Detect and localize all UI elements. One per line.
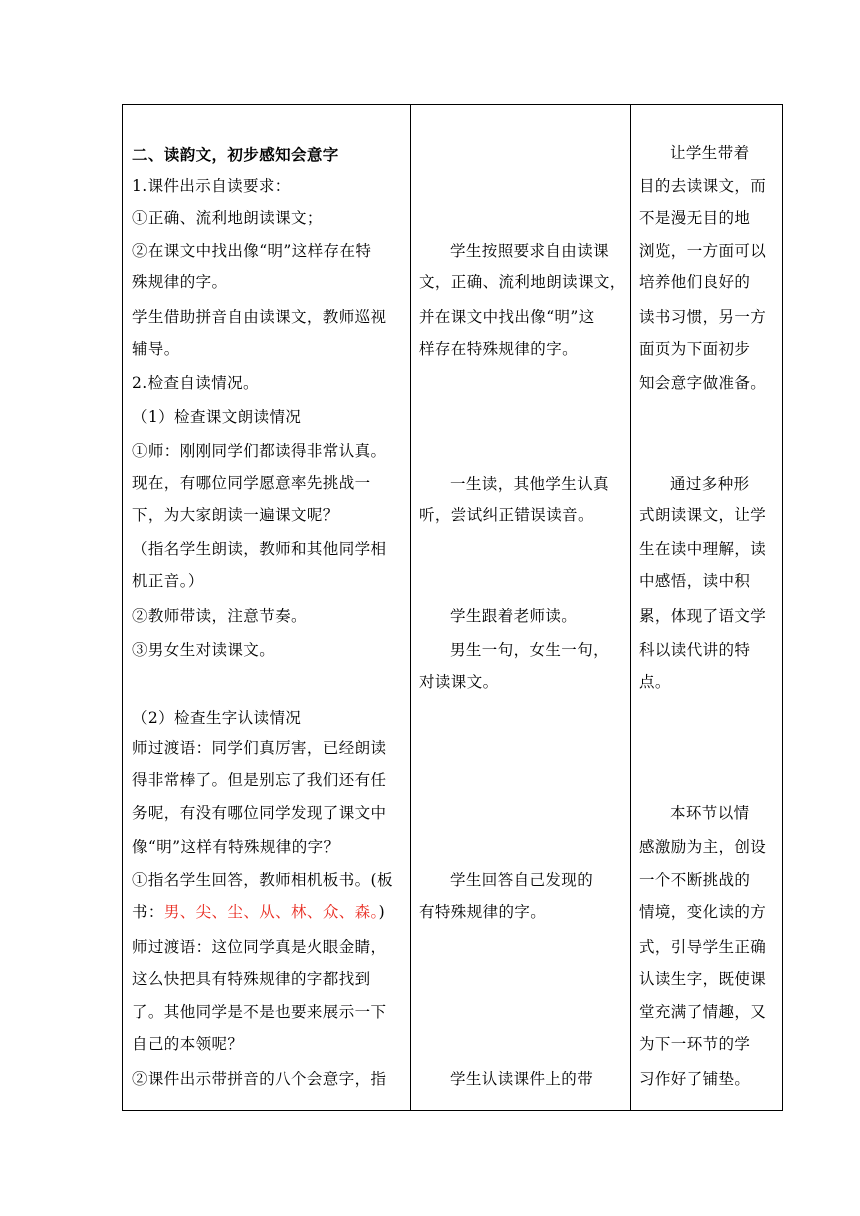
text-line: 中感悟，读中积 (639, 572, 751, 590)
text-line: 学生跟着老师读。 (450, 607, 578, 625)
text-line: 目的去读课文，而 (639, 177, 767, 195)
text-line: 情境，变化读的方 (639, 903, 767, 921)
text-line: 这么快把具有特殊规律的字都找到 (132, 970, 371, 988)
text-line: 殊规律的字。 (132, 273, 228, 291)
text-line: 一生读，其他学生认真 (450, 475, 610, 493)
text-line: 生在读中理解，读 (639, 540, 767, 558)
text-line: 浏览，一方面可以 (639, 242, 767, 260)
text-line: 男生一句，女生一句， (450, 641, 610, 659)
text-line: 通过多种形 (670, 475, 750, 493)
text-line: 听，尝试纠正错误读音。 (419, 506, 594, 524)
text-line: （指名学生朗读，教师和其他同学相 (132, 540, 387, 558)
text-line: 师过渡语：这位同学真是火眼金睛， (132, 938, 387, 956)
text-line: 累，体现了语文学 (639, 607, 767, 625)
column-divider (410, 105, 411, 1110)
text-line: 并在课文中找出像“明”这 (419, 308, 595, 326)
text-line: 让学生带着 (670, 144, 750, 162)
text-line: 得非常棒了。但是别忘了我们还有任 (132, 771, 387, 789)
text-line: 习作好了铺垫。 (639, 1070, 751, 1088)
text-line: 机正音。） (132, 572, 204, 590)
text-line: 辅导。 (132, 340, 180, 358)
text-line: 学生借助拼音自由读课文，教师巡视 (132, 308, 387, 326)
text-line: 不是漫无目的地 (639, 209, 751, 227)
text-line: 师过渡语：同学们真厉害，已经朗读 (132, 739, 387, 757)
text-line: 读书习惯，另一方 (639, 308, 767, 326)
lesson-plan-table (122, 104, 783, 1111)
design-intent-column (639, 105, 779, 1110)
text-line: ③男女生对读课文。 (132, 641, 276, 659)
text-line: 学生回答自己发现的 (450, 871, 594, 889)
highlighted-characters: 男、尖、尘、从、林、众、森。 (163, 903, 379, 921)
text-line: 学生认读课件上的带 (450, 1070, 594, 1088)
text-line: 点。 (639, 673, 671, 691)
text-line: ①正确、流利地朗读课文； (132, 209, 323, 227)
text-line: 像“明”这样有特殊规律的字？ (132, 838, 340, 856)
text-line: 样存在特殊规律的字。 (419, 340, 579, 358)
text-line: ②课件出示带拼音的八个会意字，指 (132, 1070, 387, 1088)
text-line: 本环节以情 (670, 804, 750, 822)
text-line: 二、读韵文，初步感知会意字 (132, 145, 339, 164)
text-line: 式朗读课文，让学 (639, 506, 767, 524)
text-line: 现在，有哪位同学愿意率先挑战一 (132, 474, 371, 492)
text-line: 有特殊规律的字。 (419, 903, 547, 921)
teaching-process-column (132, 105, 408, 1110)
text-line: 认读生字，既使课 (639, 970, 767, 988)
text-line: ①师：刚刚同学们都读得非常认真。 (132, 442, 387, 460)
text-line: ②教师带读，注意节奏。 (132, 607, 307, 625)
text-line: 一个不断挑战的 (639, 871, 751, 889)
text-line: 文，正确、流利地朗读课文， (419, 273, 626, 291)
text-line: 式，引导学生正确 (639, 938, 767, 956)
student-activity-column (419, 105, 629, 1110)
text-line: 堂充满了情趣，又 (639, 1003, 767, 1021)
text-line: 对读课文。 (419, 673, 499, 691)
text-line: ①指名学生回答，教师相机板书。(板 (132, 871, 393, 889)
text-line: （1）检查课文朗读情况 (132, 408, 302, 426)
text-line: 科以读代讲的特 (639, 641, 751, 659)
text-line: 知会意字做准备。 (639, 374, 767, 392)
text-line: 感激励为主，创设 (639, 838, 767, 856)
closing-paren: ) (378, 903, 386, 921)
text-line: 下，为大家朗读一遍课文呢？ (132, 506, 339, 524)
text-line: ②在课文中找出像“明”这样存在特 (132, 242, 372, 260)
column-divider (630, 105, 631, 1110)
text-line: 面页为下面初步 (639, 340, 751, 358)
text-line: 务呢，有没有哪位同学发现了课文中 (132, 804, 387, 822)
text-line: 培养他们良好的 (639, 273, 751, 291)
text-line: 1.课件出示自读要求： (132, 177, 291, 195)
text-line: 了。其他同学是不是也要来展示一下 (132, 1003, 387, 1021)
text-line: 学生按照要求自由读课 (450, 242, 610, 260)
text-line: 2.检查自读情况。 (132, 374, 259, 392)
text-line: 自己的本领呢？ (132, 1035, 244, 1053)
text-line: 为下一环节的学 (639, 1035, 751, 1053)
text-line: 书：男、尖、尘、从、林、众、森。) (132, 903, 386, 921)
text-line: （2）检查生字认读情况 (132, 709, 302, 727)
